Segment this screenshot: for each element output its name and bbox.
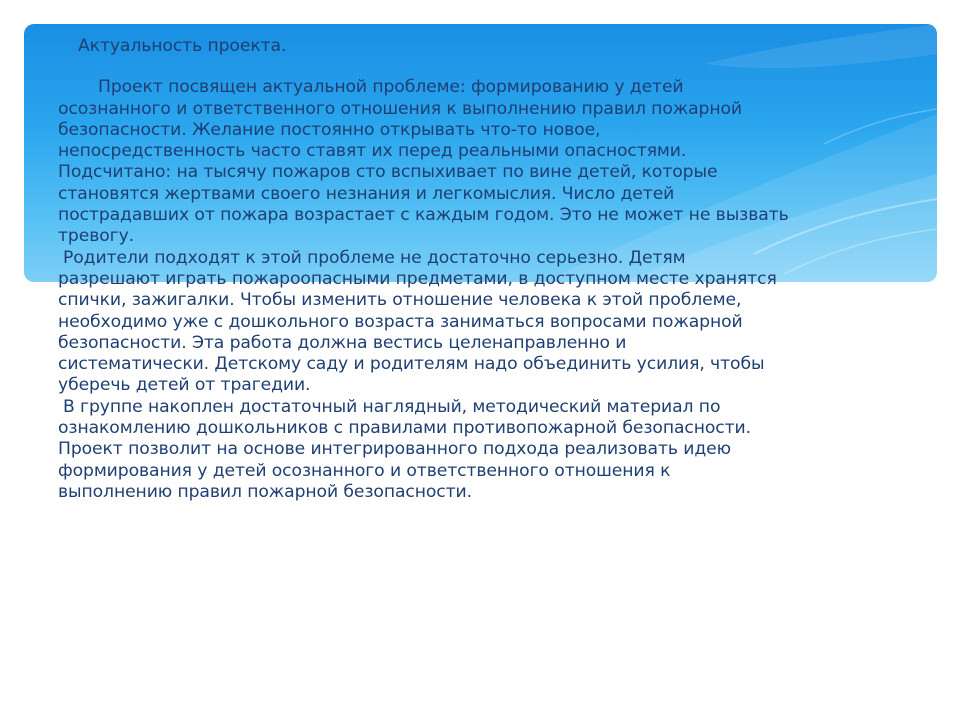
slide-heading: Актуальность проекта. <box>78 36 287 56</box>
paragraph-materials: В группе накоплен достаточный наглядный, методический материал по ознакомлению дошкольников с правилами противопожарной безопасности. Проект позволит на основе интегрированного подхода реализовать идею формирования у детей осознанного и ответственного отношения к выполнению правил пожарной безопасности. <box>58 396 751 502</box>
paragraph-relevance: Проект посвящен актуальной проблеме: формированию у детей осознанного и ответственного отношения к выполнению правил пожарной безопасности. Желание постоянно открывать что-то новое, непосредственность часто ставят их перед реальными опасностями. Подсчитано: на тысячу пожаров сто вспыхивает по вине детей, которые становятся жертвами своего незнания и легкомыслия. Число детей пострадавших от пожара возрастает с каждым годом. Это не может не вызвать тревогу. <box>58 77 789 247</box>
paragraph-parents: Родители подходят к этой проблеме не достаточно серьезно. Детям разрешают играть пожароопасными предметами, в доступном месте хранятся спички, зажигалки. Чтобы изменить отношение человека к этой проблеме, необходимо уже с дошкольного возраста заниматься вопросами пожарной безопасности. Эта работа должна вестись целенаправленно и систематически. Детскому саду и родителям надо объединить усилия, чтобы уберечь детей от трагедии. <box>58 247 777 396</box>
slide-content <box>58 36 918 503</box>
